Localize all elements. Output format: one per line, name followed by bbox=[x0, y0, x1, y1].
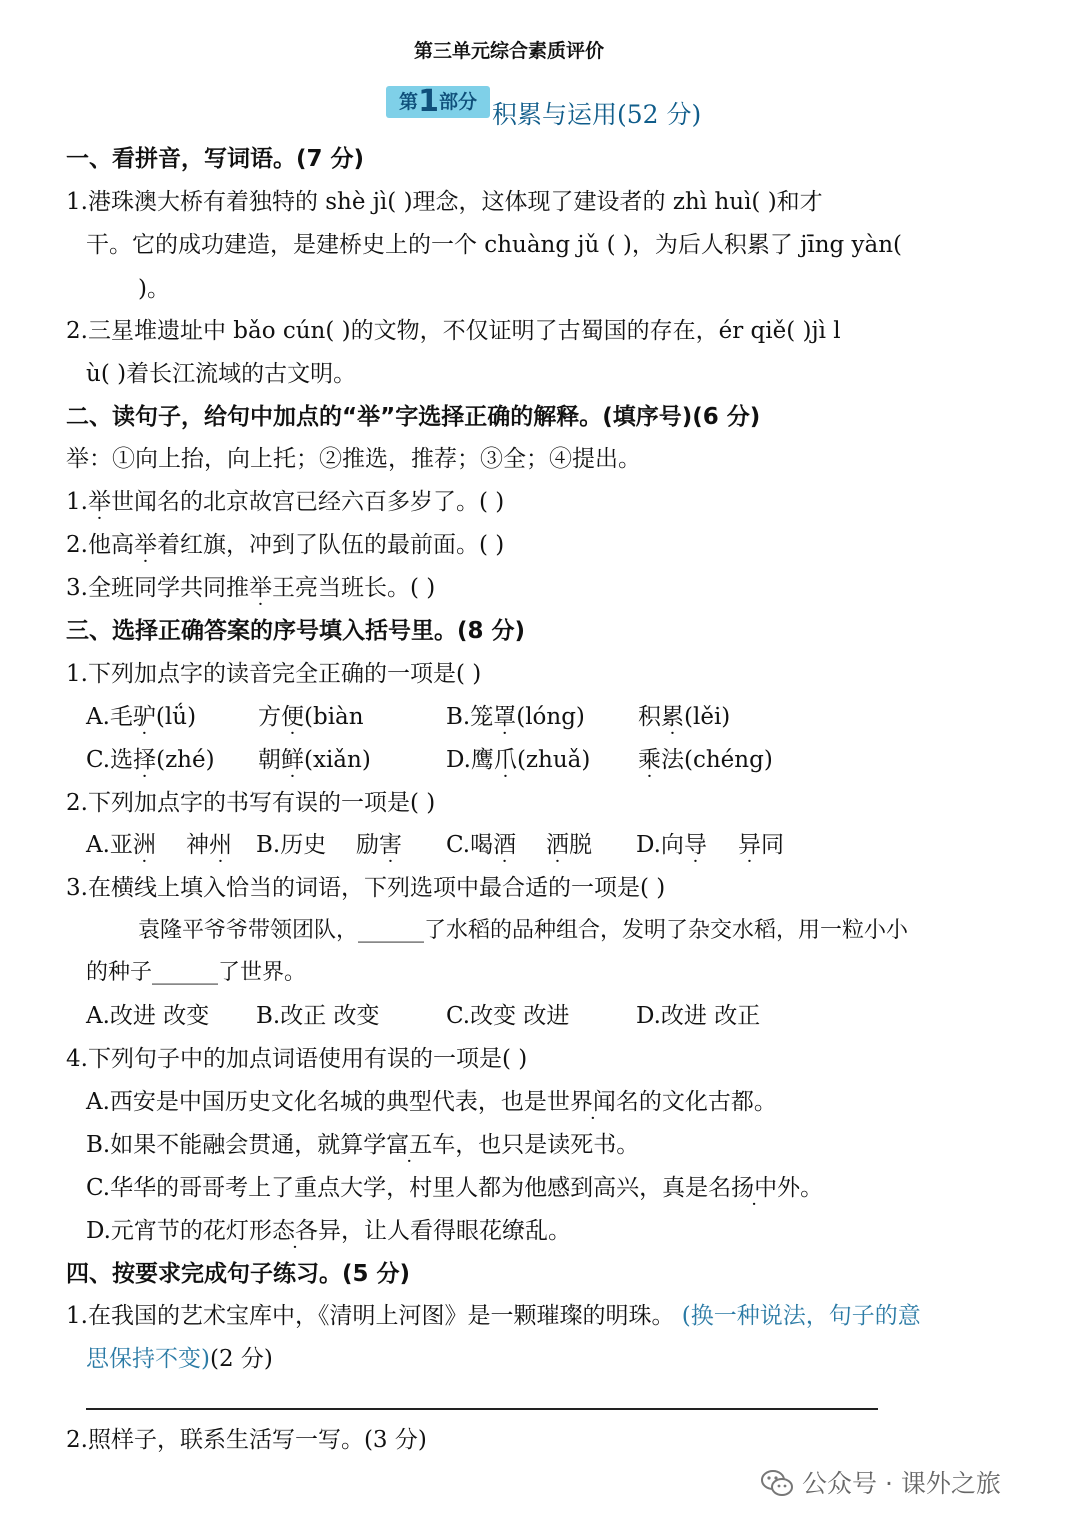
s3-q2-option-a: A.亚洲 bbox=[86, 832, 156, 858]
part-title: 积累与运用(52 分) bbox=[492, 100, 702, 129]
section4-heading: 四、按要求完成句子练习。(5 分) bbox=[66, 1261, 411, 1287]
page-title: 第三单元综合素质评价 bbox=[414, 40, 605, 62]
s3-q2-option-c: C.喝酒 bbox=[446, 832, 517, 858]
s3-q3: 3.在横线上填入恰当的词语，下列选项中最合适的一项是( ) bbox=[66, 875, 666, 901]
s3-q1-option-a: A.毛驴(lǘ) bbox=[86, 704, 197, 730]
s1-q1-line3: )。 bbox=[138, 276, 170, 302]
s1-q2-line2: ù( )着长江流域的古文明。 bbox=[86, 361, 357, 387]
s2-q2: 2.他高举着红旗，冲到了队伍的最前面。( ) bbox=[66, 532, 505, 558]
s3-q1-option-d2: 乘法(chéng) bbox=[638, 747, 773, 773]
s3-q2-option-d: D.向导 bbox=[636, 832, 707, 858]
watermark-text: 公众号 · 课外之旅 bbox=[802, 1469, 1001, 1498]
s4-q2: 2.照样子，联系生活写一写。(3 分) bbox=[66, 1427, 427, 1453]
s3-q3-option-b: B.改正 改变 bbox=[256, 1003, 380, 1029]
s3-q1-option-d: D.鹰爪(zhuǎ) bbox=[446, 747, 591, 773]
s3-q1-option-b2: 积累(lěi) bbox=[638, 704, 731, 730]
s3-q2-option-b2: 励害 bbox=[356, 832, 402, 858]
s3-q3-passage-line2: 的种子______了世界。 bbox=[86, 960, 307, 985]
s3-q1-option-c: C.选择(zhé) bbox=[86, 747, 215, 773]
s4-q1-line2: 思保持不变)(2 分) bbox=[86, 1346, 273, 1372]
answer-line[interactable] bbox=[86, 1408, 878, 1410]
s3-q4-option-b: B.如果不能融会贯通，就算学富五车，也只是读死书。 bbox=[86, 1132, 640, 1158]
s2-q3: 3.全班同学共同推举王亮当班长。( ) bbox=[66, 575, 436, 601]
section1-heading: 一、看拼音，写词语。(7 分) bbox=[66, 146, 365, 172]
section3-heading: 三、选择正确答案的序号填入括号里。(8 分) bbox=[66, 618, 526, 644]
s1-q2-line1: 2.三星堆遗址中 bǎo cún( )的文物，不仅证明了古蜀国的存在，ér qiě( )jì l bbox=[66, 318, 841, 344]
s3-q2-option-c2: 洒脱 bbox=[546, 832, 592, 858]
s3-q1-option-b: B.笼罩(lóng) bbox=[446, 704, 585, 730]
s1-q1-line1: 1.港珠澳大桥有着独特的 shè jì( )理念，这体现了建设者的 zhì huì( )和才 bbox=[66, 189, 823, 215]
s4-q1-line1: 1.在我国的艺术宝库中，《清明上河图》是一颗璀璨的明珠。 (换一种说法，句子的意 bbox=[66, 1303, 921, 1329]
wechat-icon bbox=[760, 1468, 794, 1498]
s3-q2-option-b: B.历史 bbox=[256, 832, 327, 858]
s3-q4-option-c: C.华华的哥哥考上了重点大学，村里人都为他感到高兴，真是名扬中外。 bbox=[86, 1175, 824, 1201]
s1-q1-line2: 干。它的成功建造，是建桥史上的一个 chuàng jǔ ( )，为后人积累了 jīng yàn( bbox=[86, 232, 903, 258]
watermark bbox=[760, 1464, 1001, 1500]
s3-q1: 1.下列加点字的读音完全正确的一项是( ) bbox=[66, 661, 482, 687]
s2-q1: 1.举世闻名的北京故宫已经六百多岁了。( ) bbox=[66, 489, 505, 515]
s3-q2-option-a2: 神州 bbox=[186, 832, 232, 858]
s3-q1-option-c2: 朝鲜(xiǎn) bbox=[258, 747, 371, 773]
s3-q3-passage-line1: 袁隆平爷爷带领团队，______了水稻的品种组合，发明了杂交水稻，用一粒小小 bbox=[138, 918, 909, 943]
s3-q4-option-a: A.西安是中国历史文化名城的典型代表，也是世界闻名的文化古都。 bbox=[86, 1089, 777, 1115]
s3-q3-option-c: C.改变 改进 bbox=[446, 1003, 570, 1029]
s3-q4-option-d: D.元宵节的花灯形态各异，让人看得眼花缭乱。 bbox=[86, 1218, 571, 1244]
s3-q2: 2.下列加点字的书写有误的一项是( ) bbox=[66, 790, 436, 816]
s3-q3-option-d: D.改进 改正 bbox=[636, 1003, 761, 1029]
s3-q1-option-a2: 方便(biàn bbox=[258, 704, 364, 730]
s3-q2-option-d2: 异同 bbox=[738, 832, 784, 858]
s3-q4: 4.下列句子中的加点词语使用有误的一项是( ) bbox=[66, 1046, 528, 1072]
s3-q3-option-a: A.改进 改变 bbox=[86, 1003, 210, 1029]
s2-meanings: 举：①向上抬，向上托；②推选，推荐；③全；④提出。 bbox=[66, 446, 641, 472]
part-badge: 第1部分 bbox=[386, 86, 490, 118]
section2-heading: 二、读句子，给句中加点的“举”字选择正确的解释。(填序号)(6 分) bbox=[66, 404, 761, 430]
